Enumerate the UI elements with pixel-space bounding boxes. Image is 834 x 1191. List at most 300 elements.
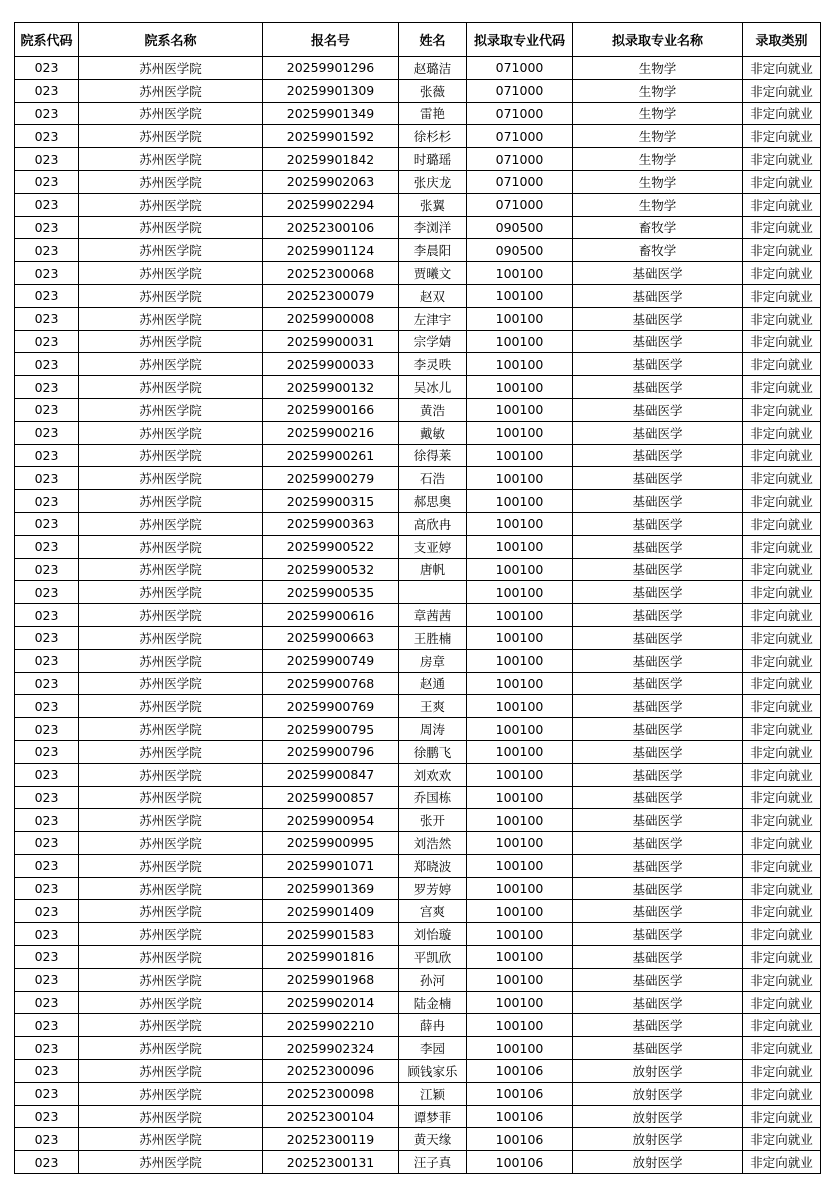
cell-dept-name: 苏州医学院: [79, 512, 263, 535]
cell-dept-code: 023: [15, 376, 79, 399]
cell-dept-code: 023: [15, 239, 79, 262]
cell-dept-code: 023: [15, 307, 79, 330]
table-row: [15, 170, 821, 193]
cell-dept-code: 023: [15, 672, 79, 695]
cell-major-code: 100100: [467, 672, 573, 695]
cell-major-name: 基础医学: [573, 421, 743, 444]
admission-list-sheet: [14, 22, 820, 1174]
cell-student-name: 左津宇: [399, 307, 467, 330]
cell-major-code: 100100: [467, 512, 573, 535]
cell-registration-no: 20252300096: [263, 1060, 399, 1083]
table-row: [15, 649, 821, 672]
table-row: [15, 718, 821, 741]
table-row: [15, 786, 821, 809]
cell-admission-type: 非定向就业: [743, 695, 821, 718]
cell-student-name: 李灵昳: [399, 353, 467, 376]
cell-dept-name: 苏州医学院: [79, 581, 263, 604]
cell-dept-code: 023: [15, 535, 79, 558]
cell-major-name: 基础医学: [573, 695, 743, 718]
cell-major-name: 放射医学: [573, 1060, 743, 1083]
cell-admission-type: 非定向就业: [743, 284, 821, 307]
table-row: [15, 398, 821, 421]
table-row: [15, 148, 821, 171]
cell-major-name: 基础医学: [573, 284, 743, 307]
cell-major-code: 100100: [467, 262, 573, 285]
cell-registration-no: 20259901409: [263, 900, 399, 923]
cell-dept-name: 苏州医学院: [79, 877, 263, 900]
cell-admission-type: 非定向就业: [743, 376, 821, 399]
cell-registration-no: 20259902014: [263, 991, 399, 1014]
table-row: [15, 832, 821, 855]
table-row: [15, 1037, 821, 1060]
cell-major-code: 071000: [467, 102, 573, 125]
cell-major-name: 放射医学: [573, 1105, 743, 1128]
table-row: [15, 490, 821, 513]
cell-major-code: 100100: [467, 330, 573, 353]
cell-major-code: 100100: [467, 1037, 573, 1060]
table-row: [15, 512, 821, 535]
cell-registration-no: 20259901124: [263, 239, 399, 262]
cell-major-name: 基础医学: [573, 809, 743, 832]
cell-major-name: 基础医学: [573, 262, 743, 285]
table-row: [15, 900, 821, 923]
cell-registration-no: 20259902210: [263, 1014, 399, 1037]
cell-dept-code: 023: [15, 57, 79, 80]
cell-registration-no: 20259901816: [263, 946, 399, 969]
cell-major-code: 100106: [467, 1151, 573, 1174]
cell-dept-code: 023: [15, 148, 79, 171]
cell-student-name: 吴冰儿: [399, 376, 467, 399]
cell-admission-type: 非定向就业: [743, 148, 821, 171]
cell-dept-name: 苏州医学院: [79, 626, 263, 649]
cell-major-code: 100100: [467, 832, 573, 855]
cell-major-code: 100106: [467, 1128, 573, 1151]
cell-major-name: 基础医学: [573, 991, 743, 1014]
cell-dept-code: 023: [15, 421, 79, 444]
cell-dept-code: 023: [15, 626, 79, 649]
cell-major-name: 生物学: [573, 57, 743, 80]
cell-dept-code: 023: [15, 193, 79, 216]
cell-student-name: 江颖: [399, 1082, 467, 1105]
cell-major-code: 071000: [467, 125, 573, 148]
cell-admission-type: 非定向就业: [743, 923, 821, 946]
cell-dept-name: 苏州医学院: [79, 718, 263, 741]
cell-admission-type: 非定向就业: [743, 991, 821, 1014]
header-major-name: 拟录取专业名称: [573, 23, 743, 57]
cell-major-name: 基础医学: [573, 832, 743, 855]
cell-dept-name: 苏州医学院: [79, 467, 263, 490]
cell-major-name: 基础医学: [573, 626, 743, 649]
cell-dept-name: 苏州医学院: [79, 398, 263, 421]
cell-major-code: 100100: [467, 763, 573, 786]
cell-dept-name: 苏州医学院: [79, 284, 263, 307]
cell-dept-name: 苏州医学院: [79, 170, 263, 193]
table-row: [15, 946, 821, 969]
cell-student-name: 赵双: [399, 284, 467, 307]
table-row: [15, 695, 821, 718]
cell-admission-type: 非定向就业: [743, 193, 821, 216]
cell-major-code: 100100: [467, 877, 573, 900]
table-row: [15, 102, 821, 125]
cell-registration-no: 20259900033: [263, 353, 399, 376]
cell-dept-name: 苏州医学院: [79, 1014, 263, 1037]
cell-major-code: 100100: [467, 558, 573, 581]
cell-dept-name: 苏州医学院: [79, 1151, 263, 1174]
cell-student-name: 徐鹏飞: [399, 740, 467, 763]
cell-major-name: 放射医学: [573, 1128, 743, 1151]
cell-major-code: 100100: [467, 695, 573, 718]
cell-student-name: 李浏洋: [399, 216, 467, 239]
cell-dept-name: 苏州医学院: [79, 330, 263, 353]
cell-major-code: 100100: [467, 307, 573, 330]
cell-major-code: 100100: [467, 604, 573, 627]
cell-admission-type: 非定向就业: [743, 512, 821, 535]
cell-admission-type: 非定向就业: [743, 467, 821, 490]
cell-registration-no: 20259900769: [263, 695, 399, 718]
cell-student-name: 戴敏: [399, 421, 467, 444]
cell-dept-code: 023: [15, 900, 79, 923]
table-row: [15, 877, 821, 900]
cell-student-name: [399, 581, 467, 604]
cell-student-name: 乔国栋: [399, 786, 467, 809]
cell-dept-code: 023: [15, 490, 79, 513]
cell-major-code: 100100: [467, 490, 573, 513]
cell-major-code: 100100: [467, 649, 573, 672]
cell-student-name: 张开: [399, 809, 467, 832]
cell-major-name: 基础医学: [573, 353, 743, 376]
cell-admission-type: 非定向就业: [743, 1060, 821, 1083]
cell-major-name: 基础医学: [573, 786, 743, 809]
table-row: [15, 307, 821, 330]
cell-dept-name: 苏州医学院: [79, 239, 263, 262]
cell-student-name: 张薇: [399, 79, 467, 102]
cell-major-name: 放射医学: [573, 1151, 743, 1174]
cell-registration-no: 20259901296: [263, 57, 399, 80]
cell-dept-name: 苏州医学院: [79, 946, 263, 969]
cell-dept-name: 苏州医学院: [79, 832, 263, 855]
cell-dept-name: 苏州医学院: [79, 216, 263, 239]
cell-major-name: 畜牧学: [573, 216, 743, 239]
table-row: [15, 535, 821, 558]
cell-major-name: 基础医学: [573, 490, 743, 513]
cell-student-name: 郑晓波: [399, 854, 467, 877]
cell-major-name: 基础医学: [573, 512, 743, 535]
cell-dept-name: 苏州医学院: [79, 125, 263, 148]
cell-major-code: 090500: [467, 239, 573, 262]
cell-registration-no: 20259900795: [263, 718, 399, 741]
cell-student-name: 徐得莱: [399, 444, 467, 467]
cell-major-name: 基础医学: [573, 740, 743, 763]
cell-registration-no: 20259900847: [263, 763, 399, 786]
cell-student-name: 雷艳: [399, 102, 467, 125]
cell-admission-type: 非定向就业: [743, 763, 821, 786]
cell-major-name: 生物学: [573, 170, 743, 193]
cell-admission-type: 非定向就业: [743, 1151, 821, 1174]
cell-registration-no: 20259900315: [263, 490, 399, 513]
table-row: [15, 216, 821, 239]
cell-dept-name: 苏州医学院: [79, 809, 263, 832]
cell-registration-no: 20259900031: [263, 330, 399, 353]
cell-dept-name: 苏州医学院: [79, 786, 263, 809]
cell-admission-type: 非定向就业: [743, 330, 821, 353]
header-major-code: 拟录取专业代码: [467, 23, 573, 57]
table-row: [15, 581, 821, 604]
cell-major-name: 生物学: [573, 79, 743, 102]
cell-registration-no: 20259901309: [263, 79, 399, 102]
cell-admission-type: 非定向就业: [743, 581, 821, 604]
cell-admission-type: 非定向就业: [743, 832, 821, 855]
cell-registration-no: 20252300106: [263, 216, 399, 239]
cell-major-code: 100106: [467, 1105, 573, 1128]
cell-dept-code: 023: [15, 1128, 79, 1151]
cell-registration-no: 20259900532: [263, 558, 399, 581]
cell-student-name: 刘欢欢: [399, 763, 467, 786]
table-row: [15, 1151, 821, 1174]
cell-admission-type: 非定向就业: [743, 239, 821, 262]
cell-dept-name: 苏州医学院: [79, 695, 263, 718]
cell-major-code: 100100: [467, 581, 573, 604]
cell-major-code: 071000: [467, 193, 573, 216]
table-row: [15, 79, 821, 102]
table-row: [15, 1105, 821, 1128]
cell-dept-name: 苏州医学院: [79, 1105, 263, 1128]
cell-major-code: 100100: [467, 284, 573, 307]
cell-major-name: 基础医学: [573, 581, 743, 604]
cell-dept-code: 023: [15, 763, 79, 786]
cell-admission-type: 非定向就业: [743, 216, 821, 239]
cell-registration-no: 20259901592: [263, 125, 399, 148]
cell-dept-code: 023: [15, 330, 79, 353]
cell-student-name: 顾钱家乐: [399, 1060, 467, 1083]
cell-registration-no: 20259900663: [263, 626, 399, 649]
cell-major-name: 基础医学: [573, 900, 743, 923]
cell-admission-type: 非定向就业: [743, 946, 821, 969]
cell-student-name: 刘怡璇: [399, 923, 467, 946]
cell-registration-no: 20259902294: [263, 193, 399, 216]
table-row: [15, 444, 821, 467]
cell-admission-type: 非定向就业: [743, 490, 821, 513]
cell-major-code: 100100: [467, 467, 573, 490]
cell-dept-name: 苏州医学院: [79, 604, 263, 627]
table-row: [15, 854, 821, 877]
cell-dept-name: 苏州医学院: [79, 1082, 263, 1105]
cell-major-name: 基础医学: [573, 672, 743, 695]
cell-major-name: 基础医学: [573, 307, 743, 330]
cell-dept-name: 苏州医学院: [79, 923, 263, 946]
cell-student-name: 薛冉: [399, 1014, 467, 1037]
cell-major-code: 100100: [467, 626, 573, 649]
table-row: [15, 239, 821, 262]
cell-major-name: 畜牧学: [573, 239, 743, 262]
cell-dept-code: 023: [15, 170, 79, 193]
cell-dept-name: 苏州医学院: [79, 991, 263, 1014]
cell-major-name: 生物学: [573, 148, 743, 171]
cell-student-name: 李园: [399, 1037, 467, 1060]
table-row: [15, 672, 821, 695]
cell-student-name: 汪子真: [399, 1151, 467, 1174]
cell-dept-name: 苏州医学院: [79, 854, 263, 877]
cell-major-code: 100100: [467, 444, 573, 467]
cell-admission-type: 非定向就业: [743, 79, 821, 102]
cell-dept-code: 023: [15, 740, 79, 763]
cell-major-name: 基础医学: [573, 877, 743, 900]
cell-major-name: 基础医学: [573, 467, 743, 490]
cell-dept-code: 023: [15, 1151, 79, 1174]
table-row: [15, 1060, 821, 1083]
table-row: [15, 626, 821, 649]
cell-dept-name: 苏州医学院: [79, 307, 263, 330]
cell-dept-name: 苏州医学院: [79, 102, 263, 125]
cell-student-name: 陆金楠: [399, 991, 467, 1014]
cell-major-name: 基础医学: [573, 558, 743, 581]
cell-admission-type: 非定向就业: [743, 1105, 821, 1128]
cell-admission-type: 非定向就业: [743, 1082, 821, 1105]
cell-dept-code: 023: [15, 695, 79, 718]
table-row: [15, 467, 821, 490]
table-row: [15, 1128, 821, 1151]
admission-table: [14, 22, 821, 1174]
cell-registration-no: 20252300098: [263, 1082, 399, 1105]
cell-major-code: 100106: [467, 1060, 573, 1083]
table-row: [15, 376, 821, 399]
cell-student-name: 谭梦菲: [399, 1105, 467, 1128]
cell-admission-type: 非定向就业: [743, 307, 821, 330]
cell-major-code: 090500: [467, 216, 573, 239]
cell-dept-code: 023: [15, 1060, 79, 1083]
table-row: [15, 125, 821, 148]
cell-dept-name: 苏州医学院: [79, 444, 263, 467]
cell-student-name: 张翼: [399, 193, 467, 216]
cell-dept-name: 苏州医学院: [79, 79, 263, 102]
cell-major-code: 100100: [467, 421, 573, 444]
cell-dept-name: 苏州医学院: [79, 763, 263, 786]
cell-admission-type: 非定向就业: [743, 535, 821, 558]
cell-dept-code: 023: [15, 718, 79, 741]
cell-major-name: 基础医学: [573, 444, 743, 467]
cell-registration-no: 20259901842: [263, 148, 399, 171]
cell-student-name: 王爽: [399, 695, 467, 718]
cell-major-name: 基础医学: [573, 946, 743, 969]
cell-registration-no: 20259901349: [263, 102, 399, 125]
cell-dept-name: 苏州医学院: [79, 57, 263, 80]
table-row: [15, 262, 821, 285]
header-registration-no: 报名号: [263, 23, 399, 57]
cell-student-name: 黄天缘: [399, 1128, 467, 1151]
cell-dept-name: 苏州医学院: [79, 558, 263, 581]
cell-admission-type: 非定向就业: [743, 262, 821, 285]
cell-admission-type: 非定向就业: [743, 649, 821, 672]
cell-student-name: 李晨阳: [399, 239, 467, 262]
cell-dept-code: 023: [15, 444, 79, 467]
cell-admission-type: 非定向就业: [743, 626, 821, 649]
cell-major-name: 基础医学: [573, 968, 743, 991]
cell-dept-name: 苏州医学院: [79, 1060, 263, 1083]
cell-major-name: 基础医学: [573, 604, 743, 627]
cell-admission-type: 非定向就业: [743, 558, 821, 581]
cell-major-code: 100100: [467, 353, 573, 376]
cell-registration-no: 20252300131: [263, 1151, 399, 1174]
cell-dept-code: 023: [15, 877, 79, 900]
cell-student-name: 平凯欣: [399, 946, 467, 969]
cell-major-name: 基础医学: [573, 718, 743, 741]
cell-dept-code: 023: [15, 558, 79, 581]
table-row: [15, 558, 821, 581]
cell-admission-type: 非定向就业: [743, 1014, 821, 1037]
cell-admission-type: 非定向就业: [743, 353, 821, 376]
table-row: [15, 1082, 821, 1105]
table-row: [15, 1014, 821, 1037]
cell-dept-code: 023: [15, 1082, 79, 1105]
table-row: [15, 604, 821, 627]
cell-dept-code: 023: [15, 923, 79, 946]
header-admission-type: 录取类别: [743, 23, 821, 57]
cell-registration-no: 20259900995: [263, 832, 399, 855]
cell-student-name: 宗学婧: [399, 330, 467, 353]
cell-admission-type: 非定向就业: [743, 718, 821, 741]
table-row: [15, 740, 821, 763]
cell-major-code: 100100: [467, 968, 573, 991]
cell-major-name: 基础医学: [573, 330, 743, 353]
cell-dept-code: 023: [15, 79, 79, 102]
cell-admission-type: 非定向就业: [743, 1128, 821, 1151]
cell-major-code: 100100: [467, 854, 573, 877]
table-header-row: [15, 23, 821, 57]
cell-student-name: 王胜楠: [399, 626, 467, 649]
cell-admission-type: 非定向就业: [743, 1037, 821, 1060]
cell-major-code: 071000: [467, 170, 573, 193]
cell-admission-type: 非定向就业: [743, 786, 821, 809]
cell-major-name: 基础医学: [573, 923, 743, 946]
cell-dept-code: 023: [15, 284, 79, 307]
cell-registration-no: 20259900166: [263, 398, 399, 421]
header-student-name: 姓名: [399, 23, 467, 57]
cell-student-name: 郝思奥: [399, 490, 467, 513]
cell-student-name: 赵璐洁: [399, 57, 467, 80]
cell-admission-type: 非定向就业: [743, 854, 821, 877]
cell-dept-code: 023: [15, 649, 79, 672]
table-row: [15, 421, 821, 444]
cell-dept-name: 苏州医学院: [79, 740, 263, 763]
cell-registration-no: 20259900796: [263, 740, 399, 763]
cell-dept-code: 023: [15, 102, 79, 125]
cell-student-name: 黄浩: [399, 398, 467, 421]
cell-major-code: 100100: [467, 740, 573, 763]
cell-student-name: 房章: [399, 649, 467, 672]
cell-registration-no: 20252300079: [263, 284, 399, 307]
cell-admission-type: 非定向就业: [743, 877, 821, 900]
cell-dept-code: 023: [15, 125, 79, 148]
cell-student-name: 赵通: [399, 672, 467, 695]
cell-admission-type: 非定向就业: [743, 170, 821, 193]
cell-dept-code: 023: [15, 786, 79, 809]
cell-admission-type: 非定向就业: [743, 809, 821, 832]
cell-major-name: 基础医学: [573, 376, 743, 399]
cell-major-name: 生物学: [573, 102, 743, 125]
cell-registration-no: 20252300068: [263, 262, 399, 285]
cell-dept-code: 023: [15, 968, 79, 991]
cell-major-name: 生物学: [573, 193, 743, 216]
cell-major-name: 生物学: [573, 125, 743, 148]
cell-student-name: 张庆龙: [399, 170, 467, 193]
cell-registration-no: 20259900008: [263, 307, 399, 330]
cell-registration-no: 20252300104: [263, 1105, 399, 1128]
cell-registration-no: 20259900522: [263, 535, 399, 558]
cell-student-name: 唐帆: [399, 558, 467, 581]
cell-dept-name: 苏州医学院: [79, 376, 263, 399]
cell-major-name: 基础医学: [573, 1037, 743, 1060]
cell-registration-no: 20259901369: [263, 877, 399, 900]
cell-registration-no: 20259902324: [263, 1037, 399, 1060]
